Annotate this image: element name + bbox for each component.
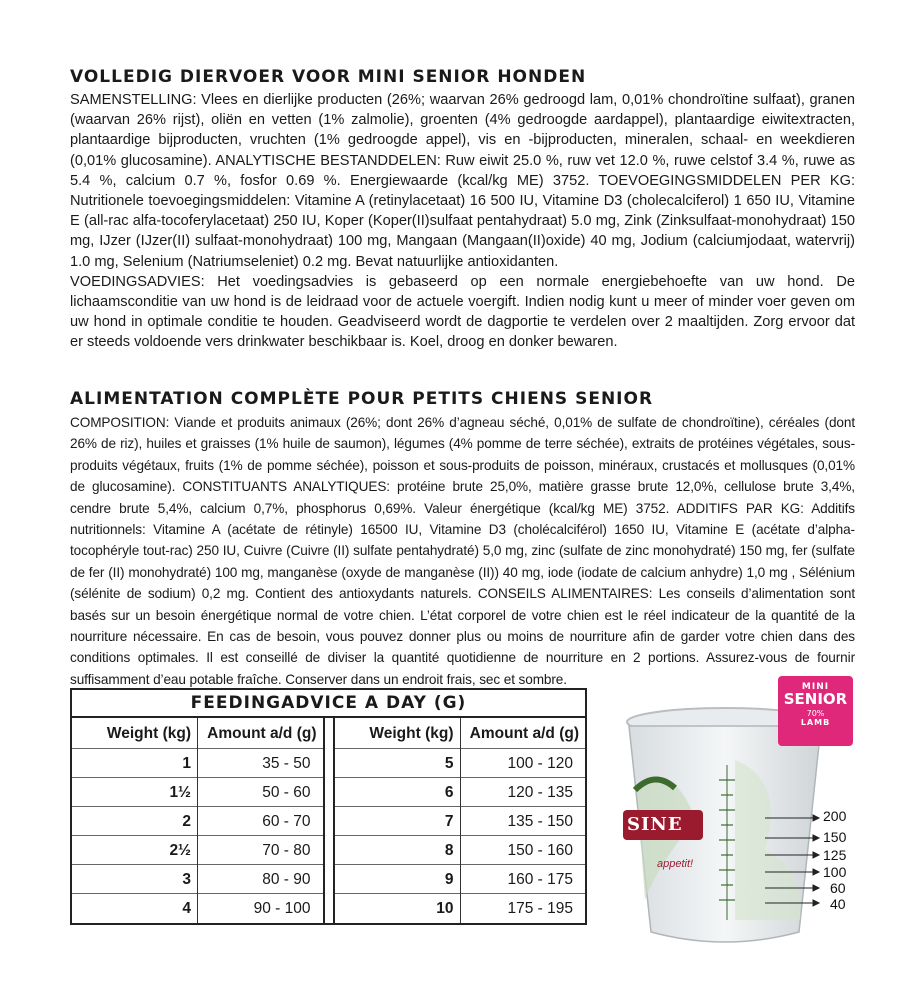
amount-cell: 150 - 160 [461,836,586,865]
brand-text: SINE [627,814,683,835]
weight-cell: 3 [72,865,197,894]
measuring-cup-illustration [615,670,915,970]
amount-cell: 120 - 135 [461,778,586,807]
dutch-heading: VOLLEDIG DIERVOER VOOR MINI SENIOR HONDEN [70,67,587,87]
level-label: 150 [823,829,847,845]
french-section [70,388,855,690]
weight-cell: 9 [335,865,460,894]
amount-cell: 60 - 70 [198,807,323,836]
level-label: 200 [823,808,847,824]
level-label: 125 [823,847,847,863]
amount-cell: 135 - 150 [461,807,586,836]
badge-percent: 70% [806,709,825,718]
table-left-half [72,718,325,923]
weight-cell: 6 [335,778,460,807]
amount-cell: 70 - 80 [198,836,323,865]
weight-header: Weight (kg) [72,718,197,749]
weight-cell: 7 [335,807,460,836]
french-composition-text: COMPOSITION: Viande et produits animaux (26%; dont 26% d’agneau séché, 0,01% de sulfate de chondroïtine), céréales (dont 26% de riz), huiles et graisses (1% huile de saumon), légumes (4% pomme de terre séchée), extraits de protéines végétales, sous-produits végétaux, fruits (1% de pomme séchée), poisson et sous-produits de poisson, minéraux, crustacés et mollusques (0,01% de glucosamine). CONSTITUANTS ANALYTIQUES: protéine brute 25,0%, matière grasse brute 12,0%, cellulose brute 3,4%, cendre brute 5,4%, calcium 0,7%, phosphorus 0,69%. Valeur énergétique (kcal/kg ME) 3752. ADDITIFS PAR KG: Additifs nutritionnels: Vitamine A (acétate de rétinyle) 16500 IU, Vitamine D3 (cholécalciférol) 1650 IU, Vitamine E (acétate d’alpha-tocophéryle tout-rac) 250 IU, Cuivre (Cuivre (II) sulfate pentahydraté) 5,0 mg, zinc (sulfate de zinc monohydraté) 150 mg, fer (sulfate de fer (II) monohydraté) 100 mg, manganèse (oxyde de manganèse (II)) 40 mg, iode (iodate de calcium anhydre) 1,0 mg , Sélénium (sélénite de sodium) 0,2 mg. Contient des antioxydants naturels. CONSEILS ALIMENTAIRES: Les conseils d’alimentation sont basés sur un besoin énergétique normal de votre chien. L’état corporel de votre chien est le réel indicateur de la quantité de la nourriture nécessaire. En cas de besoin, vous pouvez donner plus ou moins de nourriture afin de garder votre chien dans des conditions optimales. Il est conseillé de diviser la quantité quotidienne de nourriture en 2 portions. Assurez-vous de fournir suffisamment d’eau potable fraîche. Conserver dans un endroit frais, sec et sombre. [70,415,855,687]
weight-header: Weight (kg) [335,718,460,749]
amount-cell: 50 - 60 [198,778,323,807]
amount-cell: 80 - 90 [198,865,323,894]
dutch-section [70,66,855,353]
amount-header: Amount a/d (g) [461,718,586,749]
weight-cell: 2½ [72,836,197,865]
weight-cell: 1½ [72,778,197,807]
weight-cell: 5 [335,749,460,778]
table-right-half [333,718,586,923]
weight-cell: 2 [72,807,197,836]
dutch-feeding-advice: VOEDINGSADVIES: Het voedingsadvies is gebaseerd op een normale energiebehoefte van uw hond. De lichaamsconditie van uw hond is de leidraad voor de actuele voergift. Indien nodig kunt u meer of minder voer geven om uw hond in optimale conditie te houden. Geadviseerd wordt de dagportie te verdelen over 2 maaltijden. Zorg ervoor dat er steeds voldoende vers drinkwater beschikbaar is. Koel, droog en donker bewaren. [70,273,855,351]
amount-cell: 160 - 175 [461,865,586,894]
amount-cell: 90 - 100 [253,900,311,917]
weight-cell: 10 [436,900,454,917]
level-label: 40 [830,896,846,912]
weight-cell: 4 [182,900,191,917]
badge-senior: SENIOR [783,690,848,708]
feeding-advice-table [70,688,587,925]
amount-cell: 100 - 120 [461,749,586,778]
amount-cell: 175 - 195 [507,900,573,917]
table-title: FEEDINGADVICE A DAY (G) [72,690,585,718]
level-label: 60 [830,880,846,896]
mini-senior-badge [778,676,853,746]
badge-mini: MINI [801,682,830,692]
badge-lamb: LAMB [800,718,831,727]
amount-header: Amount a/d (g) [198,718,323,749]
french-heading: ALIMENTATION COMPLÈTE POUR PETITS CHIENS SENIOR [70,389,654,409]
weight-cell: 1 [72,749,197,778]
dutch-composition-text: SAMENSTELLING: Vlees en dierlijke producten (26%; waarvan 26% gedroogd lam, 0,01% chondroïtine sulfaat), granen (waarvan 26% rijst), oliën en vetten (1% zalmolie), groenten (4% gedroogde aardappel), plantaardige eiwitextracten, plantaardige bijproducten, vruchten (1% gedroogde appel), vis en -bijproducten, mineralen, schaal- en weekdieren (0,01% glucosamine). ANALYTISCHE BESTANDDELEN: Ruw eiwit 25.0 %, ruw vet 12.0 %, ruwe celstof 3.4 %, ruwe as 5.4 %, calcium 0.7 %, fosfor 0.69 %. Energiewaarde (kcal/kg ME) 3752. TOEVOEGINGSMIDDELEN PER KG: Nutritionele toevoegingsmiddelen: Vitamine A (retinylacetaat) 16 500 IU, Vitamine D3 (cholecalciferol) 1 650 IU, Vitamine E (all-rac alfa-tocoferylacetaat) 250 IU, Koper (Koper(II)sulfaat pentahydraat) 5.0 mg, Zink (Zinksulfaat-monohydraat) 150 mg, IJzer (IJzer(II) sulfaat-monohydraat) 100 mg, Mangaan (Mangaan(II)oxide) 40 mg, Jodium (calciumjodaat, watervrij) 1.0 mg, Selenium (Natriumseleniet) 0.2 mg. Bevat natuurlijke antioxidanten. [70,92,855,270]
weight-cell: 8 [335,836,460,865]
tagline-text: appetit! [657,858,694,870]
amount-cell: 35 - 50 [198,749,323,778]
level-label: 100 [823,864,847,880]
